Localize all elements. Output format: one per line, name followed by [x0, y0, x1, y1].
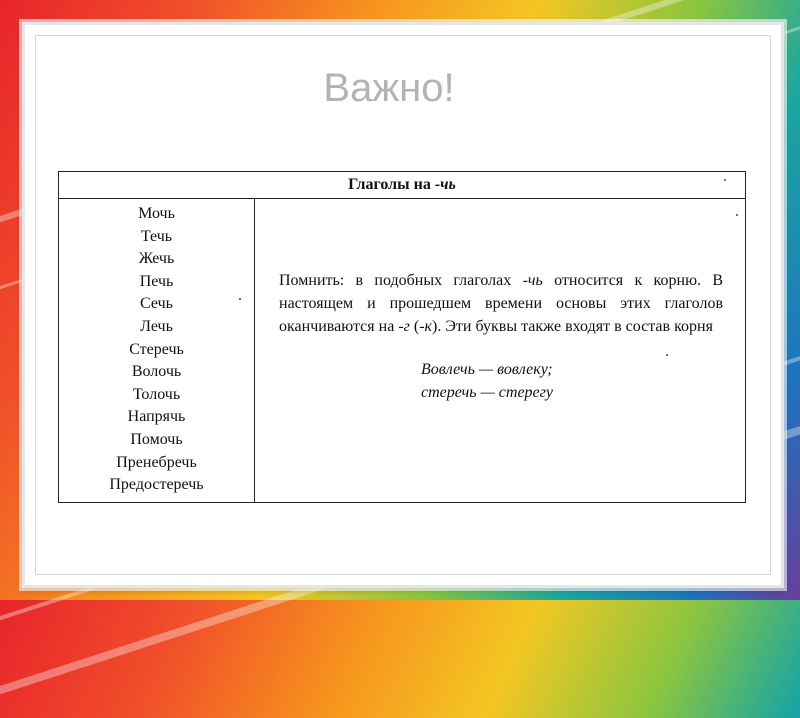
slide-card [22, 22, 784, 588]
example-line: Вовлечь — вовлеку; [421, 361, 553, 378]
example-line: стеречь — стерегу [421, 384, 553, 401]
note-part: ). Эти буквы также входят в состав корня [432, 318, 713, 335]
note-letter-g: -г [398, 318, 410, 335]
slide-content [35, 35, 771, 575]
verb-item: Лечь [140, 317, 173, 335]
table-header-prefix: Глаголы на [348, 176, 435, 193]
verb-item: Предостеречь [109, 476, 204, 494]
verb-item: Пренебречь [116, 453, 197, 471]
scan-speck [736, 214, 738, 216]
note-part: относится к корню. В настоящем и прошедшем времени основы этих глаголов оканчиваются на [279, 272, 723, 335]
verb-item: Жечь [138, 250, 175, 268]
verb-rule-table [58, 171, 746, 503]
note-suffix: -чь [522, 272, 543, 289]
verb-item: Волочь [131, 363, 182, 381]
note-letter-k: -к [419, 318, 433, 335]
verb-item: Сечь [140, 295, 173, 313]
note-part: ( [409, 318, 420, 335]
verb-list [59, 199, 255, 503]
examples [279, 358, 723, 404]
table-header [59, 172, 745, 199]
slide-title: Важно! [323, 66, 455, 110]
verb-item: Напрячь [127, 408, 186, 426]
note-part: Помнить: в подобных глаголах [279, 272, 523, 289]
scan-speck [724, 179, 726, 181]
table-body [59, 199, 745, 503]
verb-item: Толочь [132, 385, 181, 403]
table-header-suffix: -чь [434, 176, 456, 193]
verb-item: Мочь [138, 205, 175, 222]
verb-item: Стеречь [129, 340, 184, 358]
verb-item: Печь [139, 272, 174, 290]
scan-speck [666, 354, 668, 356]
rule-note-text [279, 269, 723, 338]
verb-item: Помочь [130, 430, 183, 448]
rule-note [255, 199, 745, 503]
scan-speck [239, 298, 241, 300]
verb-item: Течь [140, 227, 173, 245]
